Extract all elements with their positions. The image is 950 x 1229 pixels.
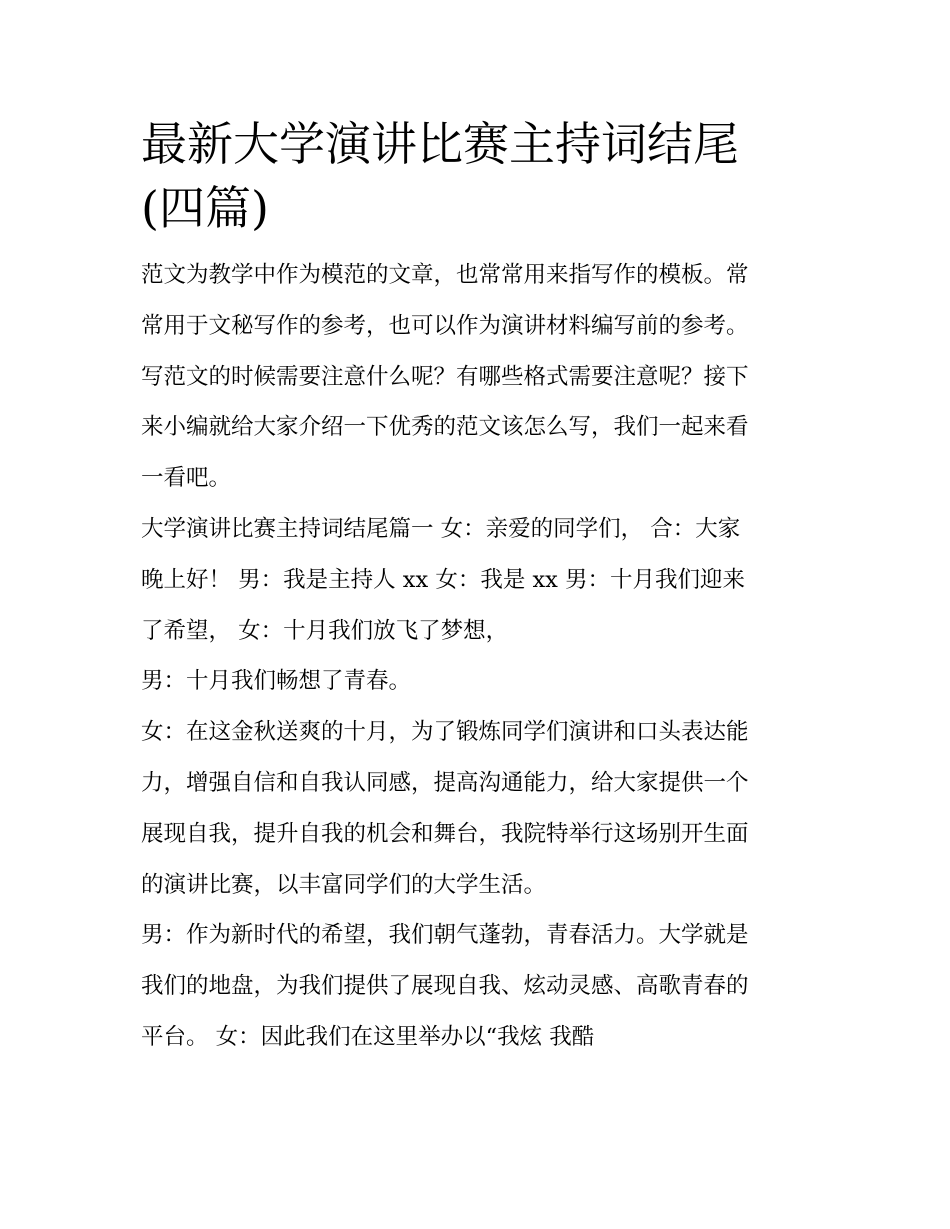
body-line-13: 的演讲比赛，以丰富同学们的大学生活。 [141, 871, 547, 898]
title-line-2: (四篇) [141, 181, 269, 235]
body-line-5: 一看吧。 [141, 465, 232, 492]
document-body [141, 250, 813, 1063]
body-line-11: 力，增强自信和自我认同感，提高沟通能力，给大家提供一个 [141, 769, 749, 796]
body-line-4: 来小编就给大家介绍一下优秀的范文该怎么写，我们一起来看 [141, 414, 749, 441]
document-title [141, 112, 813, 240]
body-line-9: 男：十月我们畅想了青春。 [141, 668, 412, 695]
body-line-12: 展现自我，提升自我的机会和舞台，我院特举行这场别开生面 [141, 820, 749, 847]
body-line-7: 晚上好！ 男：我是主持人 xx 女：我是 xx 男：十月我们迎来 [141, 566, 746, 593]
body-line-16: 平台。 女：因此我们在这里举办以“我炫 我酷 [141, 1023, 595, 1050]
title-line-1: 最新大学演讲比赛主持词结尾 [141, 117, 739, 171]
body-line-10: 女：在这金秋送爽的十月，为了锻炼同学们演讲和口头表达能 [141, 719, 749, 746]
body-line-2: 常用于文秘写作的参考，也可以作为演讲材料编写前的参考。 [141, 312, 749, 339]
body-line-3: 写范文的时候需要注意什么呢？有哪些格式需要注意呢？接下 [141, 363, 749, 390]
body-line-14: 男：作为新时代的希望，我们朝气蓬勃，青春活力。大学就是 [141, 922, 749, 949]
document-content [141, 112, 813, 1063]
body-line-15: 我们的地盘，为我们提供了展现自我、炫动灵感、高歌青春的 [141, 973, 749, 1000]
body-line-8: 了希望， 女：十月我们放飞了梦想， [141, 617, 509, 644]
body-line-1: 范文为教学中作为模范的文章，也常常用来指写作的模板。常 [141, 262, 749, 288]
body-line-6: 大学演讲比赛主持词结尾篇一 女：亲爱的同学们， 合：大家 [141, 515, 741, 542]
